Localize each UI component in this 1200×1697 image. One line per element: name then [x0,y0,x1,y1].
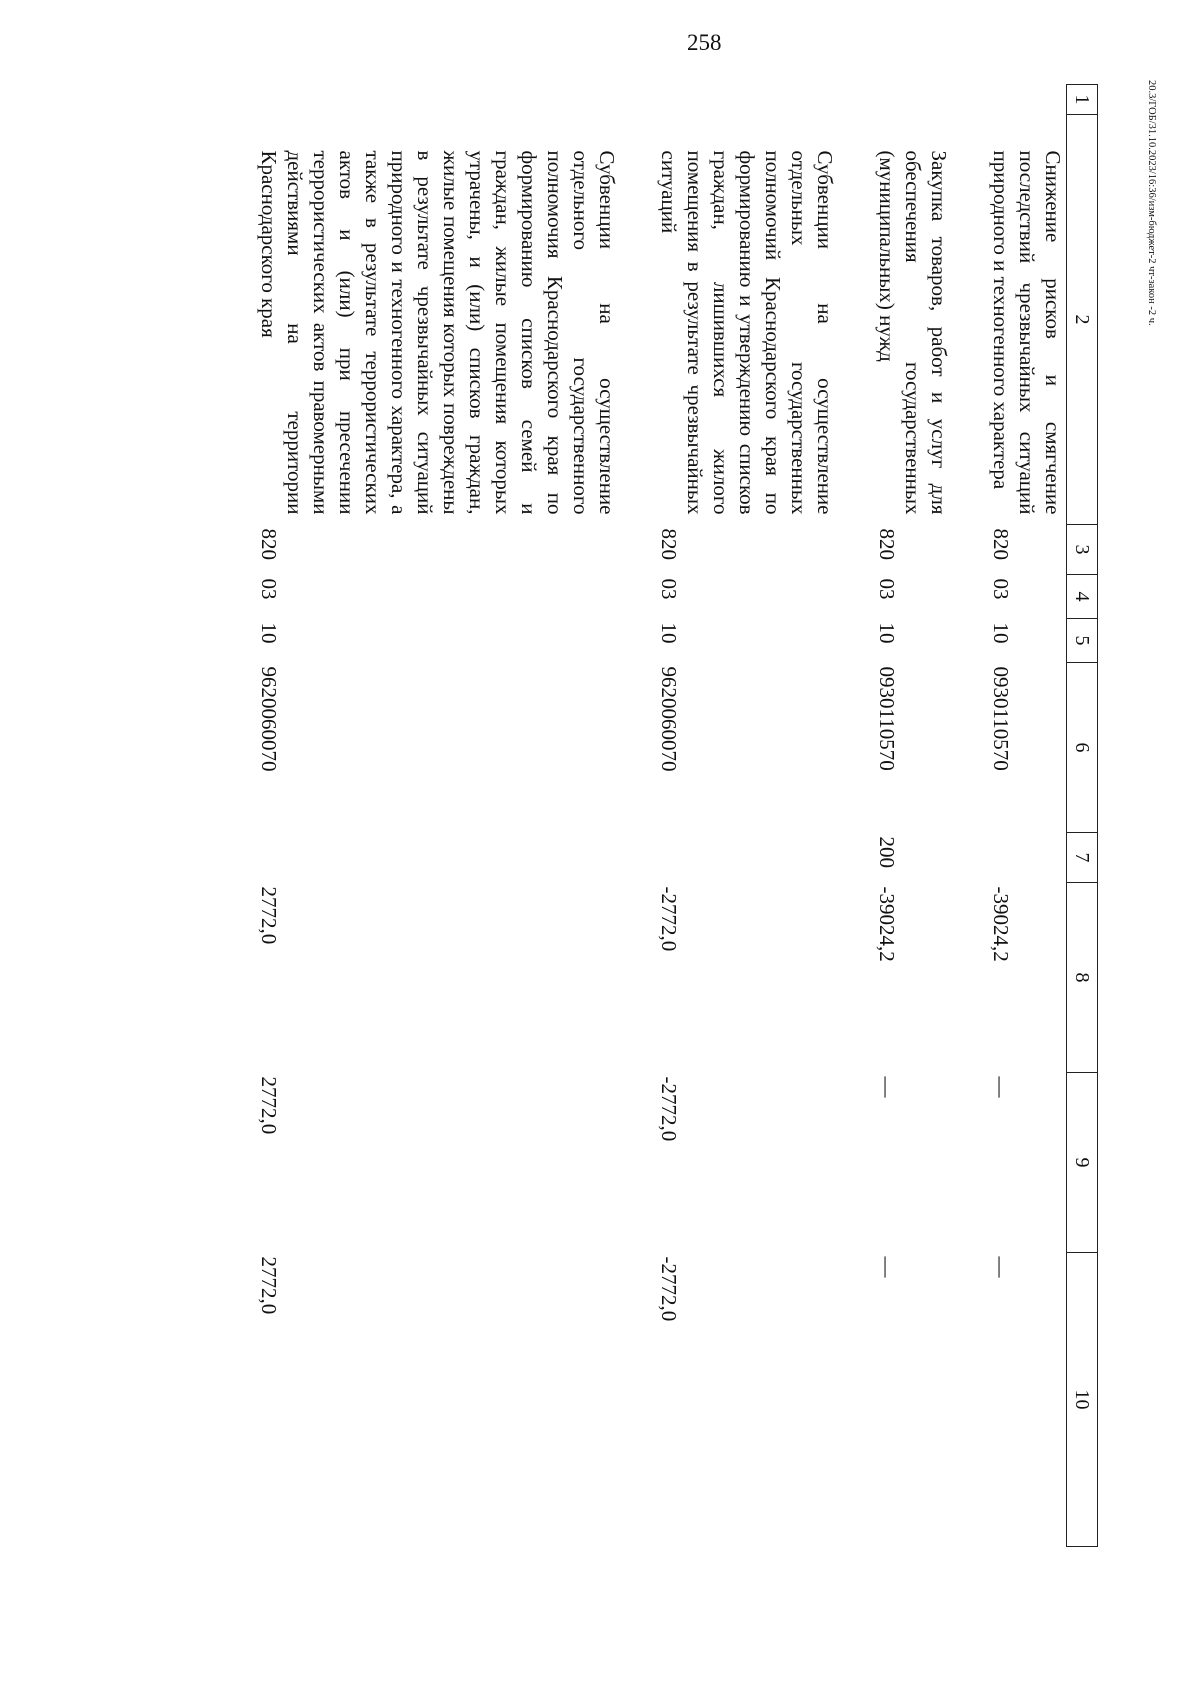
table-cell-col1 [656,85,838,115]
table-cell-col9: — [875,1076,899,1098]
table-cell-col5: 10 [989,622,1013,644]
row-spacer [838,85,874,1547]
table-cell-col7 [256,833,620,883]
table-cell-col6: 9620060070 [657,666,681,772]
column-header: 4 [1067,575,1098,619]
table-cell-col8: -2772,0 [657,886,681,952]
table-cell-col4: 03 [989,578,1013,600]
table-cell-col9: -2772,0 [657,1076,681,1142]
document-footer-code: 20.3/ГОБ/31.10.2023/16:36/изм-бюджет-2 чт-закон -2 ч. [1146,80,1157,326]
table-cell-description: Субвенции на осуществление отдельного государственного полномочия Краснодарского края по формированию списков семей и граждан, жилые помещения которых утрачены, и (или) списков граждан, жилые помещения которых повреждены в результате чрезвычайных ситуаций природного и техногенного характера, а также в результате террористических актов и (или) при пресечении террористических актов правомерными действиями на территории Краснодарского края [257,150,619,515]
row-spacer [620,85,656,1547]
table-cell-col4: 03 [657,578,681,600]
table-cell-col1 [256,85,620,115]
column-header: 7 [1067,833,1098,883]
table-cell-col1 [988,85,1067,115]
table-cell-col5: 10 [657,622,681,644]
column-header: 5 [1067,619,1098,663]
table-cell-col3: 820 [989,528,1013,560]
table-cell-col7 [988,833,1067,883]
table-cell-col5: 10 [257,622,281,644]
column-header: 10 [1067,1253,1098,1547]
column-header: 2 [1067,115,1098,525]
table-cell-col10: 2772,0 [257,1256,281,1315]
column-header: 3 [1067,525,1098,575]
rotated-table-sheet [178,84,1098,1546]
table-cell-col6: 0930110570 [875,666,899,771]
table-cell-col10: — [989,1256,1013,1278]
row-spacer [952,85,988,1547]
table-cell-col3: 820 [875,528,899,560]
table-row [874,85,952,1547]
table-row [256,85,620,1547]
table-cell-col9: — [989,1076,1013,1098]
column-header: 9 [1067,1073,1098,1253]
table-row [988,85,1067,1547]
table-cell-col5: 10 [875,622,899,644]
column-header: 1 [1067,85,1098,115]
table-row [656,85,838,1547]
table-cell-col7: 200 [875,836,899,868]
table-cell-description: Закупка товаров, работ и услуг для обеспечения государственных (муниципальных) нужд [875,150,951,515]
table-cell-description: Снижение рисков и смягчение последствий чрезвычайных ситуаций природного и техногенного характера [989,150,1065,515]
table-cell-col8: -39024,2 [875,886,899,962]
table-cell-col8: 2772,0 [257,886,281,945]
table-cell-col3: 820 [257,528,281,560]
table-cell-col8: -39024,2 [989,886,1013,962]
column-header: 8 [1067,883,1098,1073]
table-cell-description: Субвенции на осуществление отдельных государственных полномочий Краснодарского края по формированию и утверждению списков граждан, лишившихся жилого помещения в результате чрезвычайных ситуаций [657,150,837,515]
table-cell-col1 [874,85,952,115]
page-number: 258 [687,30,722,55]
column-header: 6 [1067,663,1098,833]
table-cell-col6: 9620060070 [257,666,281,772]
table-cell-col10: -2772,0 [657,1256,681,1322]
table-header-row [1067,85,1098,1547]
table-cell-col4: 03 [257,578,281,600]
table-cell-col6: 0930110570 [989,666,1013,771]
table-cell-col9: 2772,0 [257,1076,281,1135]
budget-table [256,84,1098,1547]
table-cell-col10: — [875,1256,899,1278]
table-cell-col4: 03 [875,578,899,600]
table-cell-col3: 820 [657,528,681,560]
table-cell-col7 [656,833,838,883]
